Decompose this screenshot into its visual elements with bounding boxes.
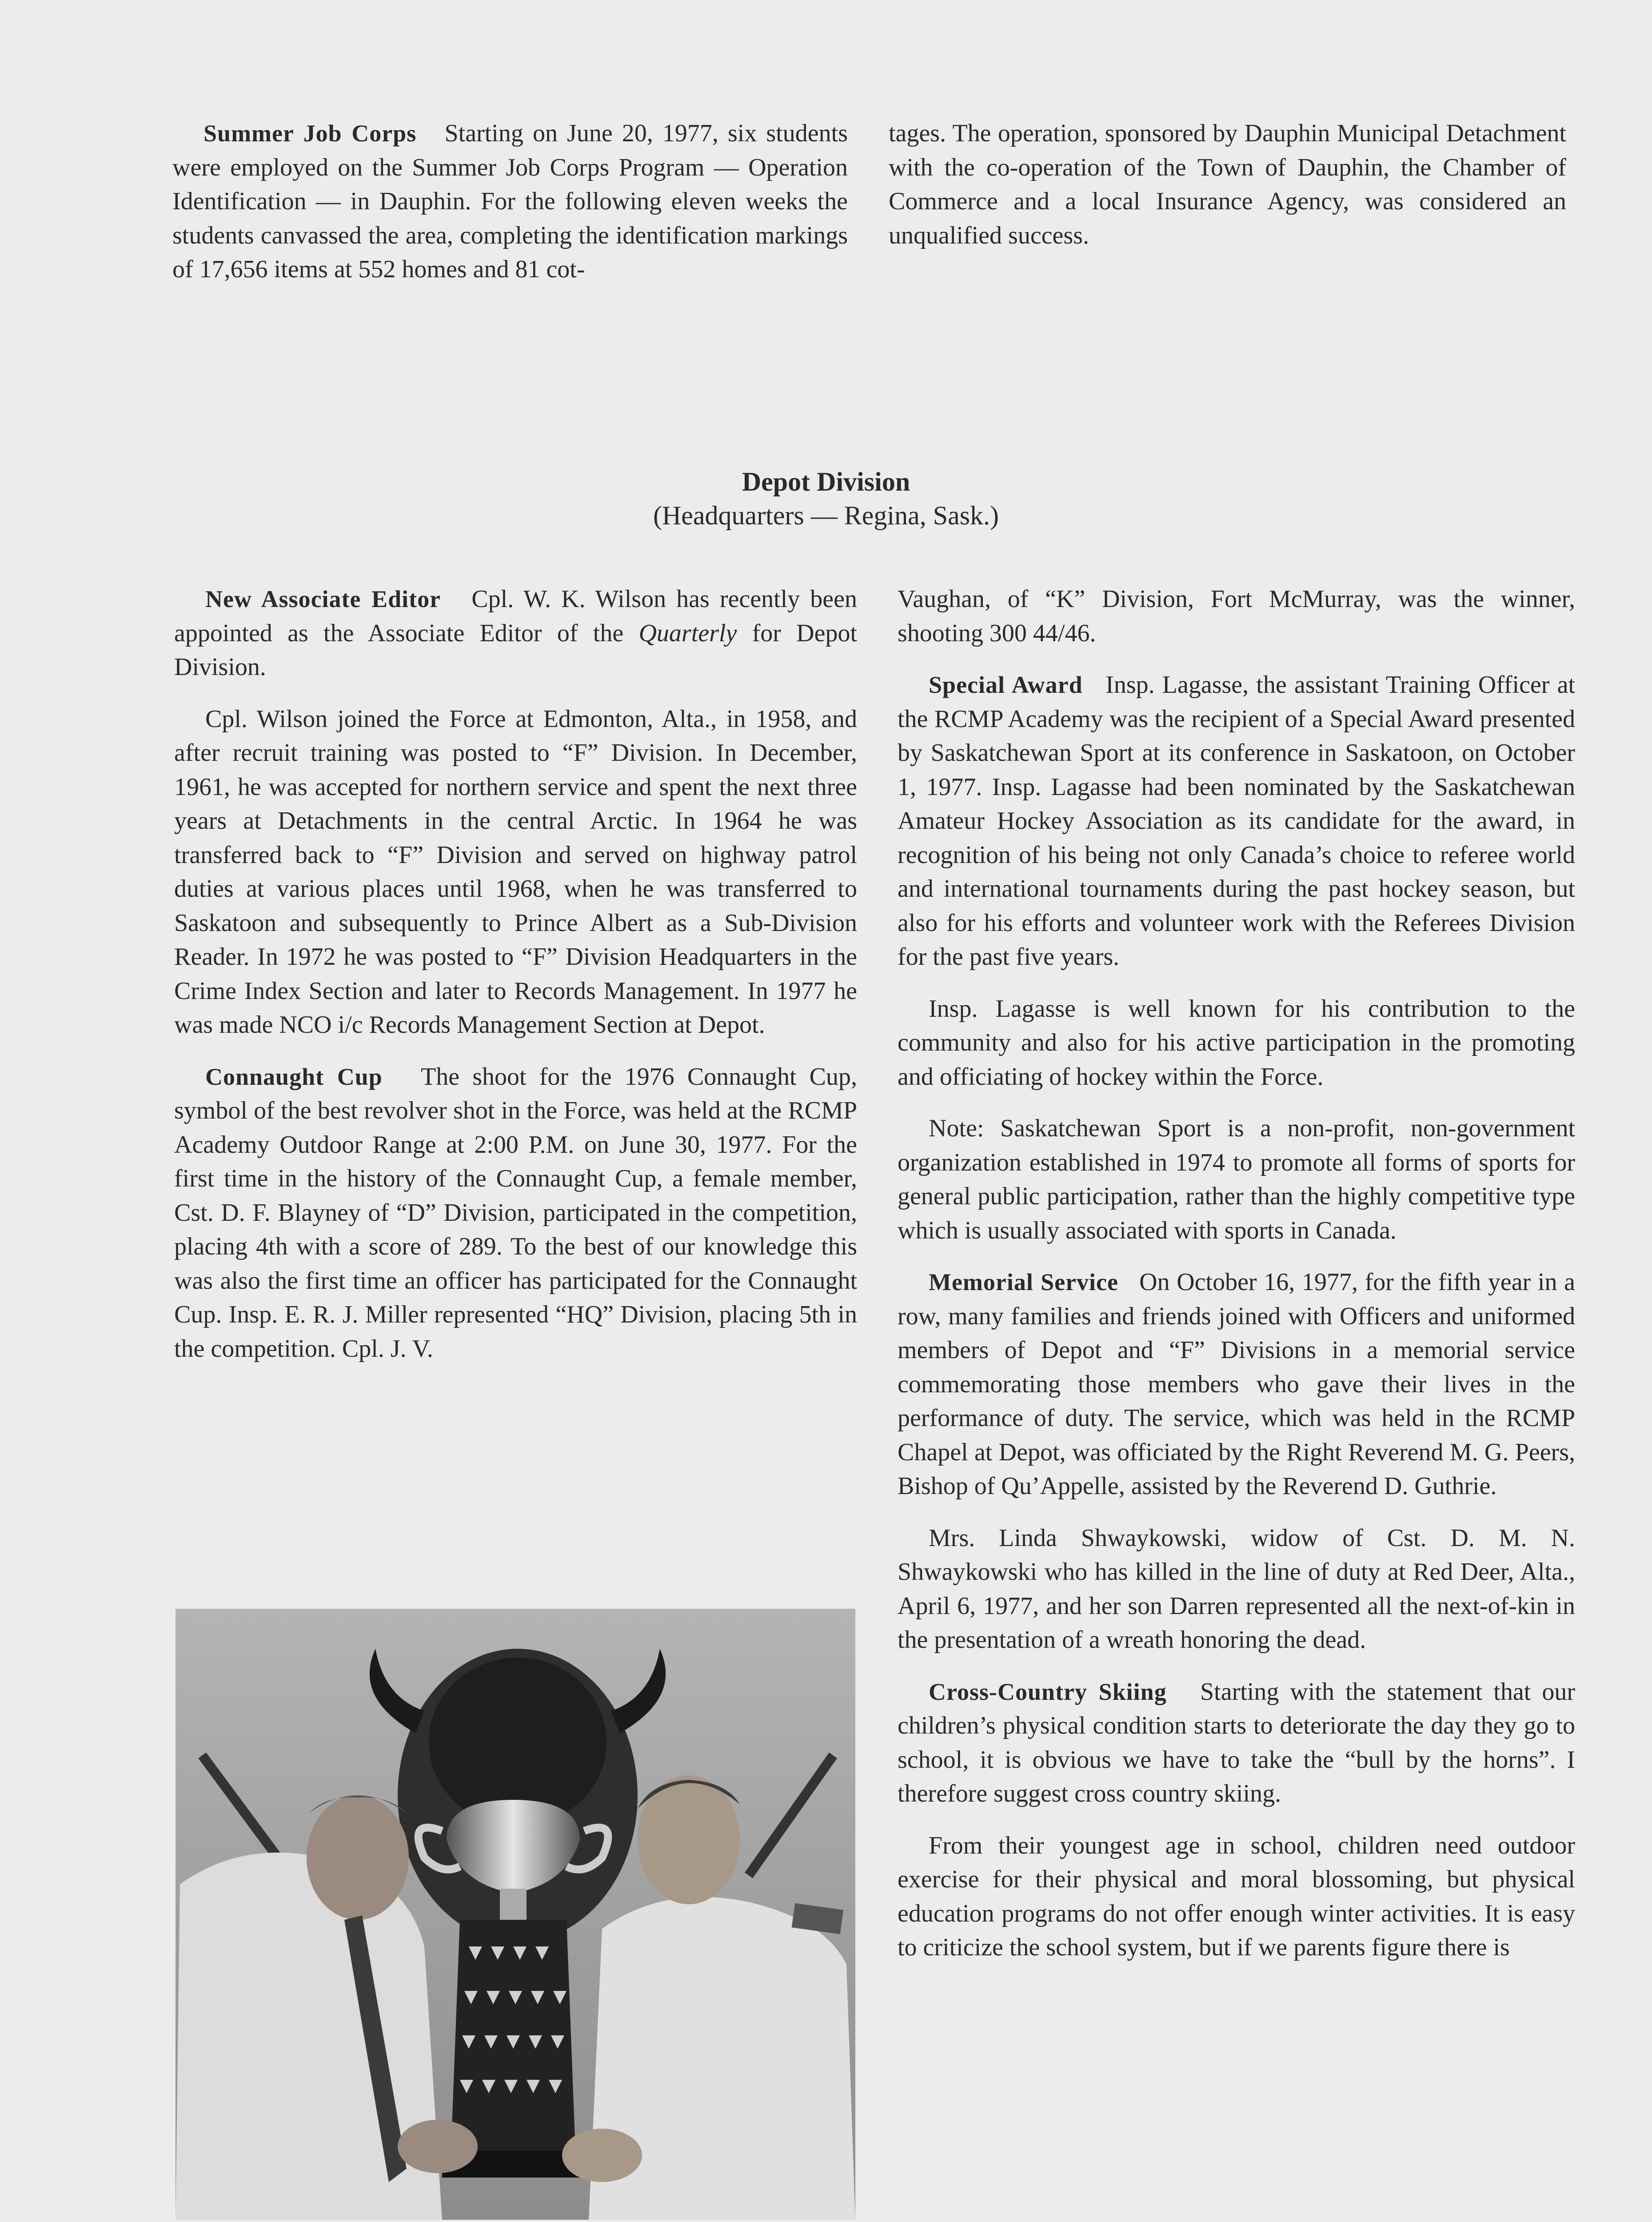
division-title: Depot Division [742, 467, 910, 496]
memorial-service-paragraph [898, 1265, 1575, 1503]
cross-country-skiing-heading: Cross-Country Skiing [929, 1678, 1167, 1705]
wilson-career-paragraph: Cpl. Wilson joined the Force at Edmonton, Alta., in 1958, and after recruit training was posted to “F” Division. In December, 1961, he was accepted for northern service and spent the next three years at Detachments in the central Arctic. In 1964 he was transferred back to “F” Division and served on highway patrol duties at various places until 1968, when he was transferred to Saskatoon and subsequently to Prince Albert as a Sub-Division Reader. In 1972 he was posted to “F” Division Headquarters in the Crime Index Section and later to Records Management. In 1977 he was made NCO i/c Records Management Section at Depot. [174, 705, 857, 1039]
photo-illustration [176, 1609, 855, 2220]
memorial-service-text: On October 16, 1977, for the fifth year in a row, many families and friends joined with Officers and uniformed members of Depot and “F” Divisions in a memorial service commemorating those members who gave their lives in the performance of duty. The service, which was held in the RCMP Chapel at Depot, was officiated by the Right Reverend M. G. Peers, Bishop of Qu’Appelle, assisted by the Reverend D. Guthrie. [898, 1268, 1575, 1500]
shwaykowski-paragraph: Mrs. Linda Shwaykowski, widow of Cst. D. M. N. Shwaykowski who has killed in the line of duty at Red Deer, Alta., April 6, 1977, and her son Darren represented all the next-of-kin in the presentation of a wreath honoring the dead. [898, 1524, 1575, 1654]
vaughan-continuation: Vaughan, of “K” Division, Fort McMurray, was the winner, shooting 300 44/46. [898, 585, 1575, 647]
division-subtitle: (Headquarters — Regina, Sask.) [653, 501, 999, 530]
right-column [898, 582, 1575, 1982]
division-heading [0, 465, 1652, 532]
special-award-heading: Special Award [929, 671, 1083, 698]
top-right-column [889, 116, 1566, 270]
cross-country-skiing-text: Starting with the statement that our children’s physical condition starts to deteriorate the day they go to school, it is obvious we have to take the “bull by the horns”. I therefore suggest cross country skiing. [898, 1678, 1576, 1807]
lagasse-paragraph: Insp. Lagasse is well known for his contribution to the community and also for his active participation in the promoting and officiating of hockey within the Force. [898, 995, 1575, 1091]
left-column [174, 582, 857, 1383]
summer-job-corps-continuation: tages. The operation, sponsored by Dauphin Municipal Detachment with the co-operation of the Town of Dauphin, the Chamber of Commerce and a local Insurance Agency, was considered an unqualified success. [889, 120, 1566, 249]
connaught-cup-photo [176, 1609, 855, 2220]
summer-job-corps-heading: Summer Job Corps [204, 120, 417, 147]
top-left-column [172, 116, 848, 304]
summer-job-corps-text: Starting on June 20, 1977, six students were employed on the Summer Job Corps Program — Operation Identification — in Dauphin. For the following eleven weeks the students canvassed the area, completing the identification markings of 17,656 items at 552 homes and 81 cot- [172, 120, 848, 283]
special-award-text: Insp. Lagasse, the assistant Training Officer at the RCMP Academy was the recipient of a Special Award presented by Saskatchewan Sport at its conference in Saskatoon, on October 1, 1977. Insp. Lagasse had been nominated by the Saskatchewan Amateur Hockey Association as its candidate for the award, in recognition of his being not only Canada’s choice to referee world and international tournaments during the past hockey season, but also for his efforts and volunteer work with the Referees Division for the past five years. [898, 671, 1576, 971]
connaught-cup-heading: Connaught Cup [205, 1063, 383, 1090]
memorial-service-heading: Memorial Service [929, 1269, 1118, 1295]
connaught-cup-text: The shoot for the 1976 Connaught Cup, symbol of the best revolver shot in the Force, was held at the RCMP Academy Outdoor Range at 2:00 P.M. on June 30, 1977. For the first time in the history of the Connaught Cup, a female member, Cst. D. F. Blayney of “D” Division, participated in the competition, placing 4th with a score of 289. To the best of our knowledge this was also the first time an officer has participated for the Connaught Cup. Insp. E. R. J. Miller represented “HQ” Division, placing 5th in the competition. Cpl. J. V. [174, 1063, 857, 1363]
outdoor-exercise-paragraph: From their youngest age in school, children need outdoor exercise for their physical and moral blossoming, but physical education programs do not offer enough winter activities. It is easy to criticize the school system, but if we parents figure there is [898, 1831, 1575, 1961]
connaught-cup-paragraph [174, 1060, 857, 1366]
special-award-paragraph [898, 668, 1575, 974]
associate-editor-paragraph [174, 582, 857, 684]
associate-editor-heading: New Associate Editor [205, 586, 441, 612]
summer-job-corps-paragraph [172, 116, 848, 287]
associate-editor-text-end: for Depot Division. [174, 619, 858, 681]
note-paragraph: Note: Saskatchewan Sport is a non-profit, non-government organization established in 1974 to promote all forms of sports for general public participation, rather than the highly competitive type which is usually associated with sports in Canada. [898, 1115, 1575, 1244]
cross-country-skiing-paragraph [898, 1675, 1575, 1811]
associate-editor-text: Cpl. W. K. Wilson has recently been appointed as the Associate Editor of the [174, 585, 857, 647]
quarterly-title: Quarterly [638, 619, 737, 647]
